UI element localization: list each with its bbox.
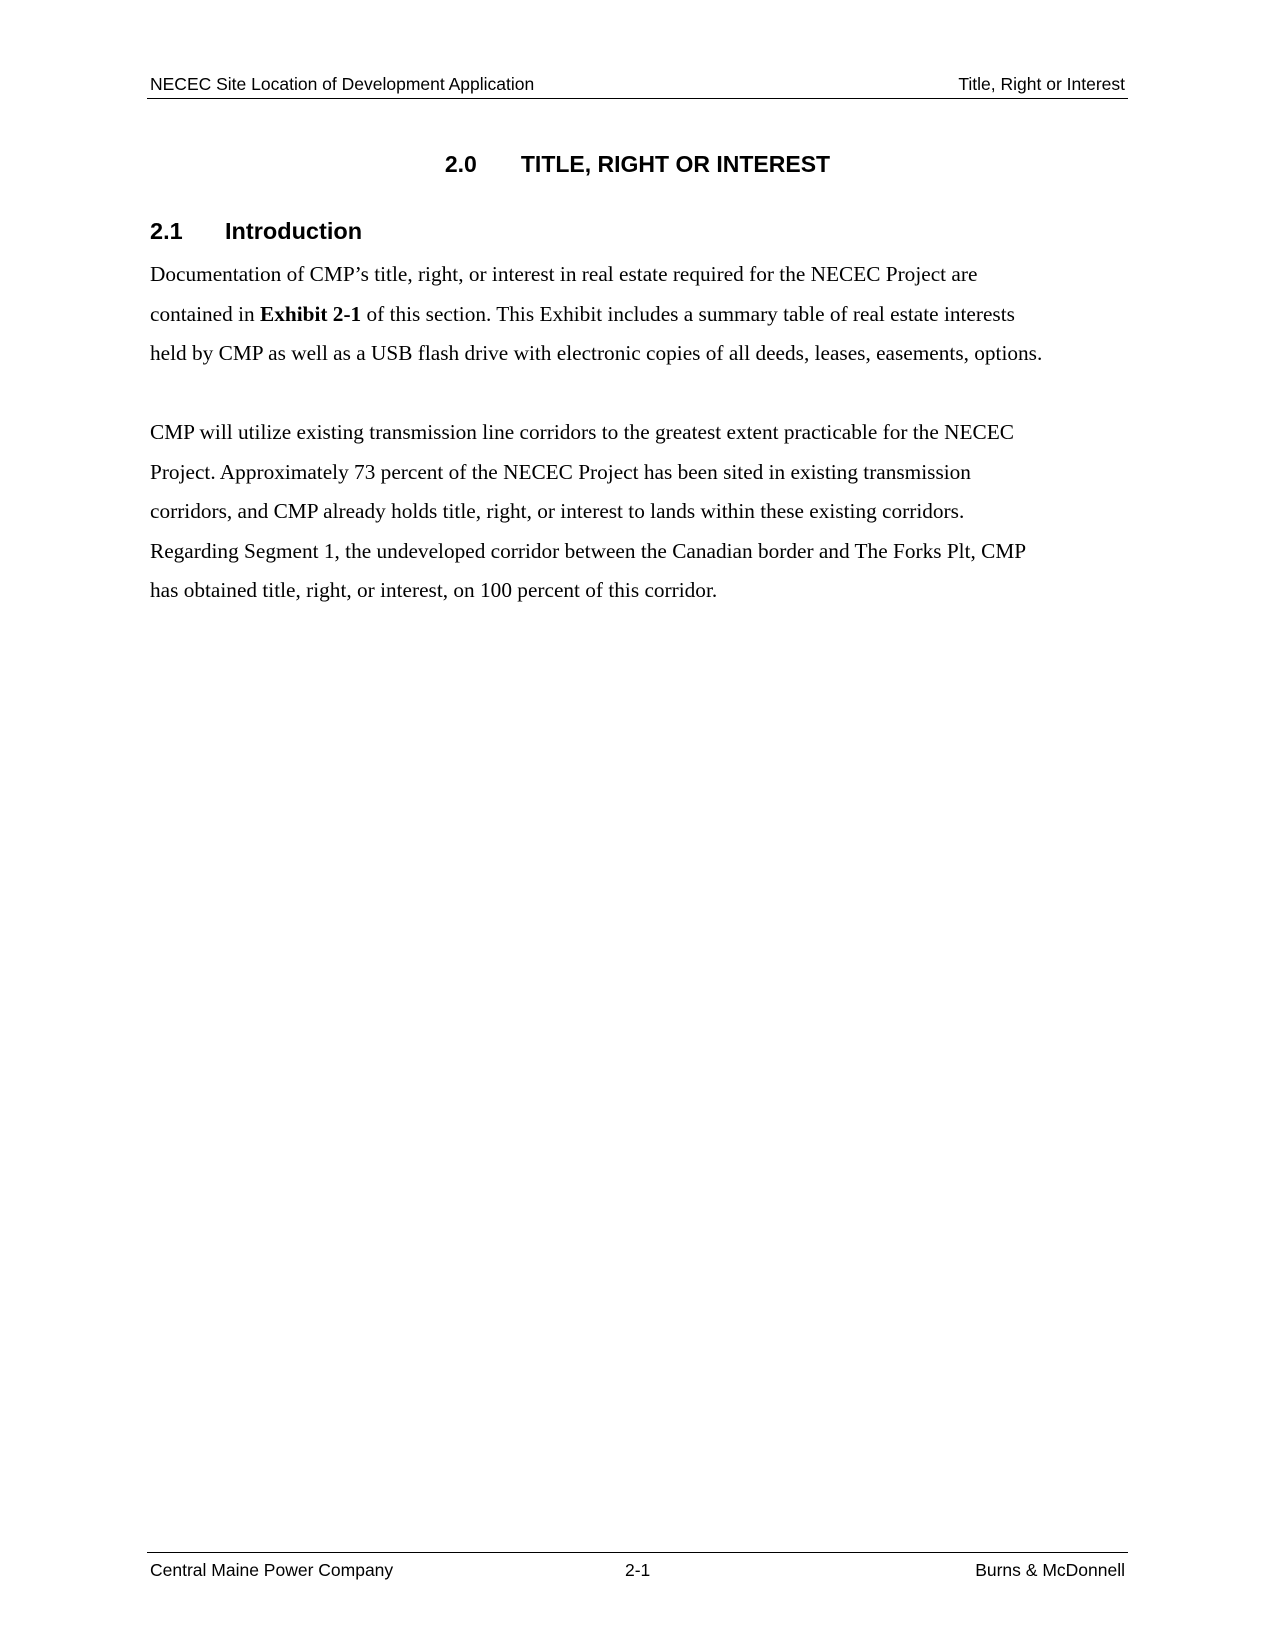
paragraph-line: Documentation of CMP’s title, right, or interest in real estate required for the NECEC Project are: [150, 262, 978, 286]
paragraph-text: of this section. This Exhibit includes a summary table of real estate interests: [361, 301, 1015, 326]
paragraph-line: CMP will utilize existing transmission line corridors to the greatest extent practicable for the NECEC: [150, 420, 1014, 444]
paragraph-line: Project. Approximately 73 percent of the NECEC Project has been sited in existing transmission: [150, 459, 971, 484]
footer-consultant: Burns & McDonnell: [975, 1560, 1125, 1580]
exhibit-reference: Exhibit 2-1: [260, 301, 362, 326]
page-footer: [147, 1552, 1128, 1581]
footer-company: Central Maine Power Company: [150, 1560, 394, 1580]
paragraph-documentation: [150, 255, 1130, 374]
page-header: [147, 74, 1128, 99]
paragraph-text: contained in: [150, 301, 260, 326]
section-heading: [147, 150, 1128, 178]
paragraph-line: has obtained title, right, or interest, on 100 percent of this corridor.: [150, 578, 718, 602]
subsection-title: Introduction: [225, 218, 363, 244]
paragraph-corridors: [150, 413, 1130, 611]
section-title: TITLE, RIGHT OR INTEREST: [520, 151, 831, 177]
subsection-number: 2.1: [150, 218, 183, 244]
subsection-heading: [150, 217, 362, 245]
section-number: 2.0: [444, 151, 477, 177]
paragraph-line: corridors, and CMP already holds title, right, or interest to lands within these existing corridors.: [150, 499, 965, 523]
paragraph-line: Regarding Segment 1, the undeveloped corridor between the Canadian border and The Forks Plt, CMP: [150, 538, 1027, 563]
header-document-title: NECEC Site Location of Development Application: [150, 74, 535, 94]
header-section-title: Title, Right or Interest: [958, 74, 1125, 94]
paragraph-line: held by CMP as well as a USB flash drive with electronic copies of all deeds, leases, easements, options.: [150, 341, 1043, 365]
paragraph-line: [150, 295, 1130, 335]
page-number: 2-1: [625, 1560, 651, 1580]
